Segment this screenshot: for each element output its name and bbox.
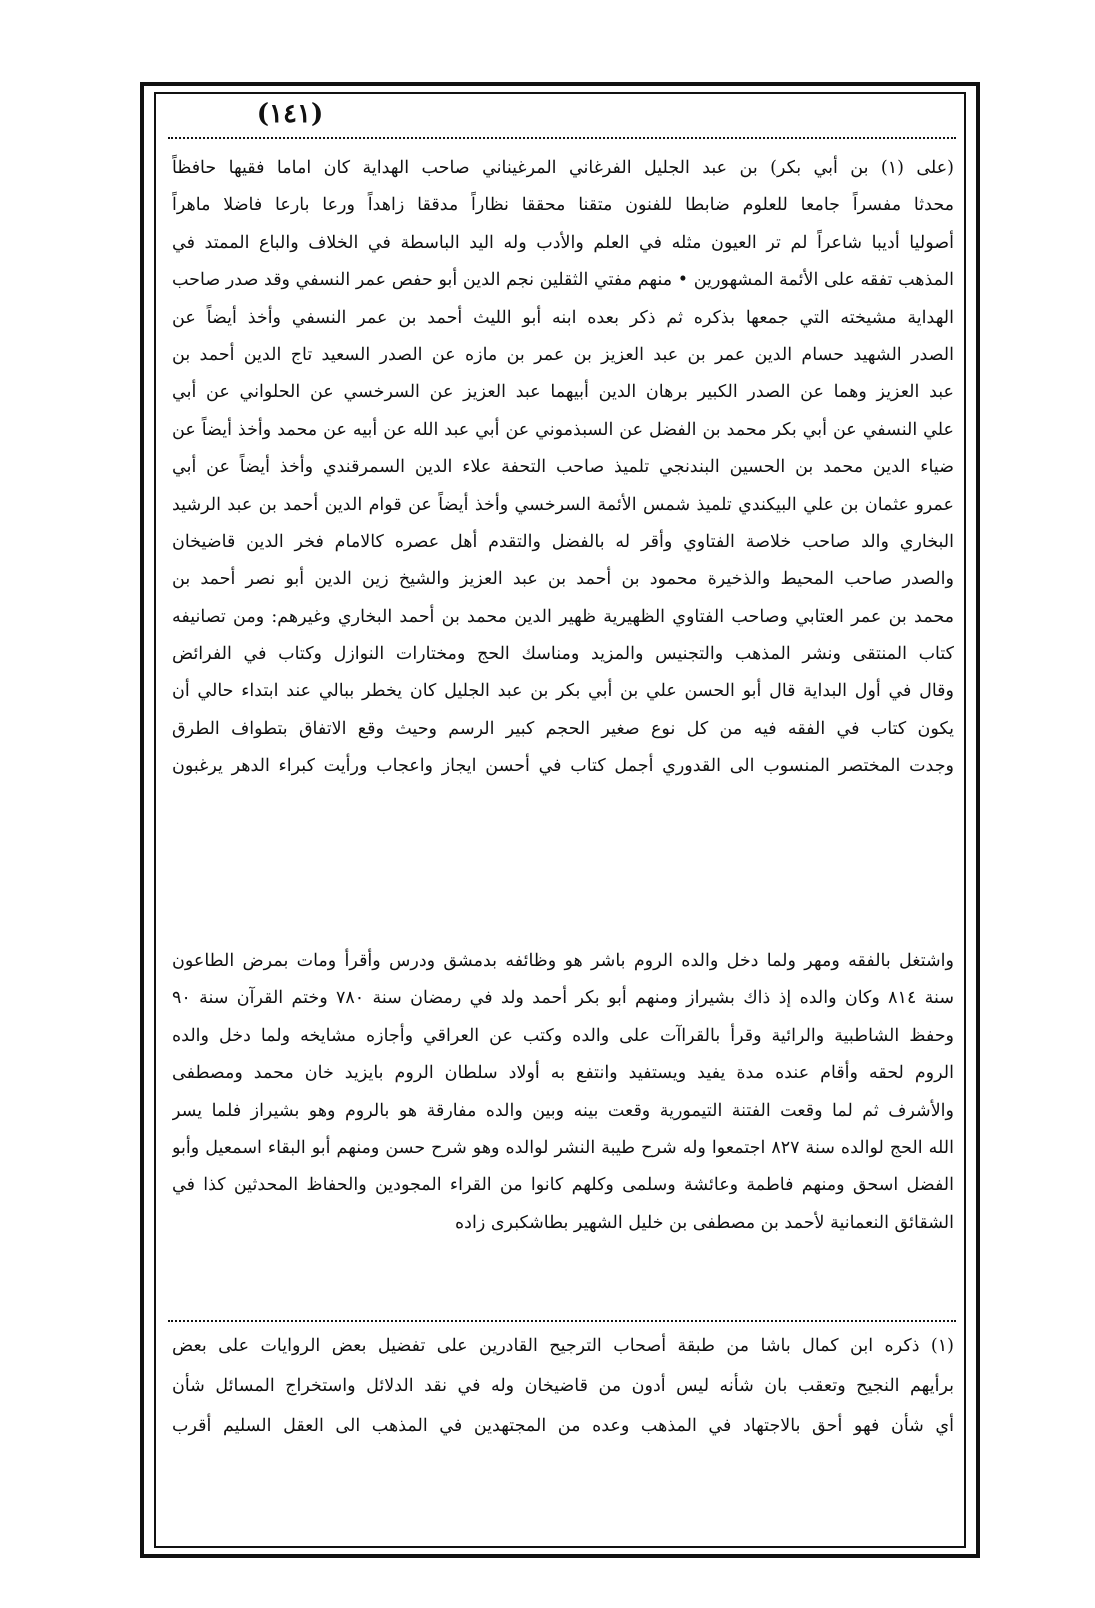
text-line: والصدر صاحب المحيط والذخيرة محمود بن أحمد بن عبد العزيز والشيخ زين الدين أبو نصر أحمد بن: [172, 569, 954, 590]
text-line: الفضل اسحق ومنهم فاطمة وعائشة وسلمى وكلهم كانوا من القراء المجودين والحفاظ المحدثين كذا في: [172, 1175, 954, 1196]
text-line: ضياء الدين محمد بن الحسين البندنجي تلميذ صاحب التحفة علاء الدين السمرقندي وأخذ أيضاً عن أبي: [172, 457, 954, 478]
footnote-line: برأيهم النجيح وتعقب بان شأنه ليس أدون من قاضيخان وله في نقد الدلائل واستخراج المسائل شأن: [172, 1376, 954, 1396]
text-line: أصوليا أديبا شاعراً لم تر العيون مثله في العلم والأدب وله اليد الباسطة في الخلاف والباع الممتد في: [172, 232, 954, 253]
text-line: علي النسفي عن أبي بكر محمد بن الفضل عن السبذموني عن أبي عبد الله عن أبيه عن محمد وأخذ أيضاً عن: [172, 419, 954, 440]
text-line: وجدت المختصر المنسوب الى القدوري أجمل كتاب في أحسن ايجاز واعجاب ورأيت كبراء الدهر يرغبون: [172, 756, 954, 777]
text-line: محمد بن عمر العتابي وصاحب الفتاوي الظهيرية ظهير الدين محمد بن أحمد البخاري وغيرهم: ومن تصانيفه: [172, 606, 954, 627]
footnote-line: (١) ذكره ابن كمال باشا من طبقة أصحاب الترجيح القادرين على تفضيل بعض الروايات على بعض: [172, 1336, 954, 1356]
text-line: والأشرف ثم لما وقعت الفتنة التيمورية وقعت بينه وبين والده مفارقة هو بالروم وهو بشيراز فلما يسر: [172, 1100, 954, 1121]
main-text-block: [172, 150, 954, 786]
text-line: عمرو عثمان بن علي البيكندي تلميذ شمس الأئمة السرخسي وأخذ أيضاً عن قوام الدين أحمد بن عبد الرشيد: [172, 494, 954, 515]
footnotes-block: [172, 1326, 954, 1446]
text-line: واشتغل بالفقه ومهر ولما دخل والده الروم باشر هو وظائفه بدمشق ودرس وأقرأ ومات بمرض الطاعون: [172, 951, 954, 971]
text-line: الروم لحقه وأقام عنده مدة يفيد ويستفيد وانتفع به أولاد سلطان الروم بايزيد خان محمد ومصطفى: [172, 1063, 954, 1084]
text-line: يكون كتاب في الفقه فيه من كل نوع صغير الحجم كبير الرسم وحيث وقع الاتفاق بتطواف الطرق: [172, 718, 954, 739]
text-line: وحفظ الشاطبية والرائية وقرأ بالقراآت على والده وكتب عن العراقي وأجازه مشايخه ولما دخل والده: [172, 1025, 954, 1046]
text-line: وقال في أول البداية قال أبو الحسن علي بن أبي بكر بن عبد الجليل كان يخطر ببالي عند ابتداء حالي أن: [172, 681, 954, 702]
header-dotted-rule: [168, 137, 956, 139]
text-line: الصدر الشهيد حسام الدين عمر بن عبد العزيز بن عمر بن مازه عن الصدر السعيد تاج الدين أحمد بن: [172, 344, 954, 365]
text-line: كتاب المنتقى ونشر المذهب والتجنيس والمزيد ومناسك الحج ومختارات النوازل وكتاب في الفرائض: [172, 644, 954, 665]
text-line: سنة ٨١٤ وكان والده إذ ذاك بشيراز ومنهم أبو بكر أحمد ولد في رمضان سنة ٧٨٠ وختم القرآن سنة ٩٠: [172, 988, 954, 1009]
footnote-dotted-rule: [168, 1320, 956, 1322]
text-line: البخاري والد صاحب خلاصة الفتاوي وأقر له بالفضل والتقدم أهل عصره كالامام فخر الدين قاضيخان: [172, 531, 954, 552]
footnote-line: أي شأن فهو أحق بالاجتهاد في المذهب وعده من المجتهدين في المذهب الى العقل السليم أقرب: [172, 1416, 954, 1436]
text-line: محدثا مفسراً جامعا للعلوم ضابطا للفنون متقنا محققا نظاراً مدققا زاهداً ورعا بارعا فاضلا ماهراً: [172, 195, 954, 216]
text-line: عبد العزيز وهما عن الصدر الكبير برهان الدين أبيهما عبد العزيز عن السرخسي عن الحلواني عن أبي: [172, 382, 954, 403]
second-text-block: [172, 943, 954, 1242]
text-line: الله الحج لوالده سنة ٨٢٧ اجتمعوا وله شرح طيبة النشر لوالده وهو شرح حسن ومنهم أبو البقاء اسمعيل وأبو: [172, 1137, 954, 1158]
text-line: الهداية مشيخته التي جمعها بذكره ثم ذكر بعده ابنه أبو الليث أحمد بن عمر النسفي وأخذ أيضاً عن: [172, 307, 954, 328]
text-line: المذهب تفقه على الأئمة المشهورين • منهم مفتي الثقلين نجم الدين أبو حفص عمر النسفي وقد صدر صاحب: [172, 270, 954, 291]
page-number: (١٤١): [256, 99, 324, 129]
text-line: الشقائق النعمانية لأحمد بن مصطفى بن خليل الشهير بطاشكبرى زاده: [455, 1212, 954, 1233]
text-line: (على (١) بن أبي بكر) بن عبد الجليل الفرغاني المرغيناني صاحب الهداية كان اماما فقيها حافظاً: [172, 158, 954, 178]
